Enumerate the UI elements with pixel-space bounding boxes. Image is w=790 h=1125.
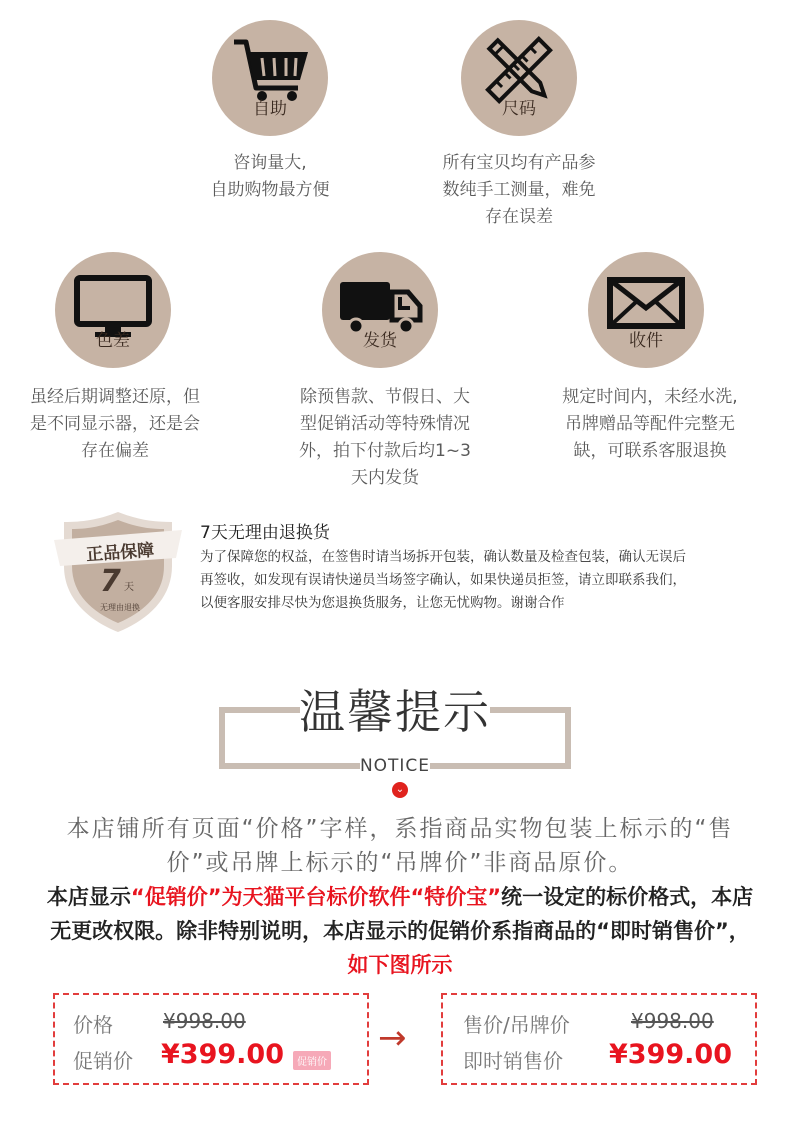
instant-price: ¥399.00 — [609, 1039, 732, 1070]
notice-subtitle: NOTICE — [359, 756, 431, 776]
notice-title: 温馨提示 — [299, 685, 491, 739]
retail-price-label: 售价/吊牌价 — [463, 1013, 570, 1037]
guarantee-body: 为了保障您的权益，在签售时请当场拆开包装，确认数量及检查包装，确认无误后 再签收，如发现有误请快递员当场签字确认，如果快递员拒签，请立即联系我们， 以便客服安排尽快为您退换货服务，让您无忧购物。谢谢合作 — [200, 549, 686, 611]
badge-day-unit: 天 — [124, 582, 134, 593]
badge-sub: 无理由退换 — [100, 603, 140, 612]
feature-size — [461, 20, 577, 136]
arrow-right-icon: → — [378, 1018, 407, 1058]
feature-color-diff — [55, 252, 171, 368]
promo-price-label: 促销价 — [73, 1049, 133, 1073]
chevron-down-icon: ⌄ — [392, 782, 408, 798]
feature-label: 色差 — [96, 331, 130, 351]
price-example-left — [53, 993, 369, 1085]
feature-desc-receipt: 规定时间内，未经水洗, 吊牌赠品等配件完整无 缺，可联系客服退换 — [562, 387, 738, 461]
feature-label: 收件 — [629, 331, 663, 351]
feature-desc-self-service: 咨询量大, 自助购物最方便 — [210, 153, 330, 200]
instant-price-label: 即时销售价 — [463, 1049, 563, 1073]
feature-shipping — [322, 252, 438, 368]
feature-desc-size: 所有宝贝均有产品参 数纯手工测量，难免 存在误差 — [442, 153, 596, 227]
original-price: ¥998.00 — [631, 1009, 714, 1033]
notice-para-2: 本店显示“促销价”为天猫平台标价软件“特价宝”统一设定的标价格式，本店无更改权限。除非特别说明，本店显示的促销价系指商品的“即时销售价”，如下图所示 — [46, 885, 754, 977]
feature-label: 尺码 — [502, 99, 536, 119]
feature-self-service — [212, 20, 328, 136]
feature-label: 发货 — [363, 331, 397, 351]
guarantee-shield-badge — [52, 506, 184, 638]
feature-label: 自助 — [253, 99, 287, 119]
feature-desc-color-diff: 虽经后期调整还原，但 是不同显示器，还是会 存在偏差 — [30, 387, 200, 461]
original-price: ¥998.00 — [163, 1009, 246, 1033]
notice-para-1: 本店铺所有页面“价格”字样，系指商品实物包装上标示的“售价”或吊牌上标示的“吊牌价”非商品原价。 — [66, 816, 734, 876]
feature-receipt — [588, 252, 704, 368]
guarantee-title: 7天无理由退换货 — [200, 523, 330, 543]
badge-text: 正品保障 — [85, 540, 155, 566]
feature-desc-shipping: 除预售款、节假日、大 型促销活动等特殊情况 外，拍下付款后均1~3 天内发货 — [299, 387, 471, 488]
badge-days: 7 — [100, 564, 121, 599]
price-label: 价格 — [73, 1013, 113, 1037]
price-example-right — [441, 993, 757, 1085]
promo-tag: 促销价 — [293, 1051, 331, 1070]
promo-price: ¥399.00 — [161, 1039, 284, 1070]
